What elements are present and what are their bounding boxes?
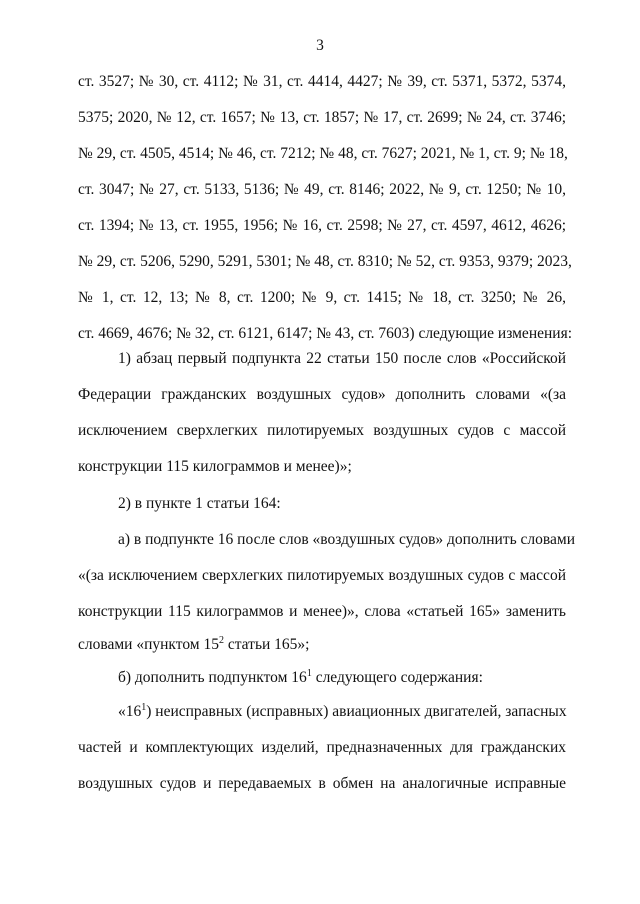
text-line: частей и комплектующих изделий, предназначенных для гражданских <box>78 739 566 756</box>
text-line: ст. 1394; № 13, ст. 1955, 1956; № 16, ст. 2598; № 27, ст. 4597, 4612, 4626; <box>78 217 566 234</box>
text-fragment: словами «пунктом 15 <box>78 636 219 653</box>
page-number: 3 <box>316 37 324 54</box>
text-line: 2) в пункте 1 статьи 164: <box>118 495 281 512</box>
text-line: 5375; 2020, № 12, ст. 1657; № 13, ст. 1857; № 17, ст. 2699; № 24, ст. 3746; <box>78 109 566 126</box>
text-line: «(за исключением сверхлегких пилотируемых воздушных судов с массой <box>78 567 566 584</box>
text-line: ст. 3527; № 30, ст. 4112; № 31, ст. 4414, 4427; № 39, ст. 5371, 5372, 5374, <box>78 73 566 90</box>
superscript: 2 <box>218 635 224 646</box>
superscript: 1 <box>141 702 147 713</box>
text-line: исключением сверхлегких пилотируемых воздушных судов с массой <box>78 422 566 439</box>
text-line: № 29, ст. 4505, 4514; № 46, ст. 7212; № 48, ст. 7627; 2021, № 1, ст. 9; № 18, <box>78 145 568 162</box>
text-line <box>78 635 566 655</box>
text-fragment: б) дополнить подпунктом 16 <box>118 669 307 686</box>
text-line: конструкции 115 килограммов и менее)», слова «статьей 165» заменить <box>78 603 566 620</box>
superscript: 1 <box>306 668 312 679</box>
text-line <box>118 668 566 688</box>
text-line: воздушных судов и передаваемых в обмен на аналогичные исправные <box>78 775 566 792</box>
text-line: № 29, ст. 5206, 5290, 5291, 5301; № 48, ст. 8310; № 52, ст. 9353, 9379; 2023, <box>78 253 572 270</box>
text-line: конструкции 115 килограммов и менее)»; <box>78 458 352 475</box>
text-line: № 1, ст. 12, 13; № 8, ст. 1200; № 9, ст. 1415; № 18, ст. 3250; № 26, <box>78 289 566 306</box>
text-line: 1) абзац первый подпункта 22 статьи 150 после слов «Российской <box>118 350 566 367</box>
text-line: ст. 3047; № 27, ст. 5133, 5136; № 49, ст. 8146; 2022, № 9, ст. 1250; № 10, <box>78 181 566 198</box>
text-fragment: статьи 165»; <box>223 636 310 653</box>
text-fragment: «16 <box>118 703 142 720</box>
text-line: ст. 4669, 4676; № 32, ст. 6121, 6147; № 43, ст. 7603) следующие изменения: <box>78 325 573 342</box>
text-fragment: ) неисправных (исправных) авиационных двигателей, запасных <box>146 703 567 720</box>
text-line <box>118 702 566 722</box>
text-fragment: следующего содержания: <box>311 669 483 686</box>
text-line: а) в подпункте 16 после слов «воздушных судов» дополнить словами <box>118 531 575 548</box>
text-line: Федерации гражданских воздушных судов» дополнить словами «(за <box>78 386 566 403</box>
